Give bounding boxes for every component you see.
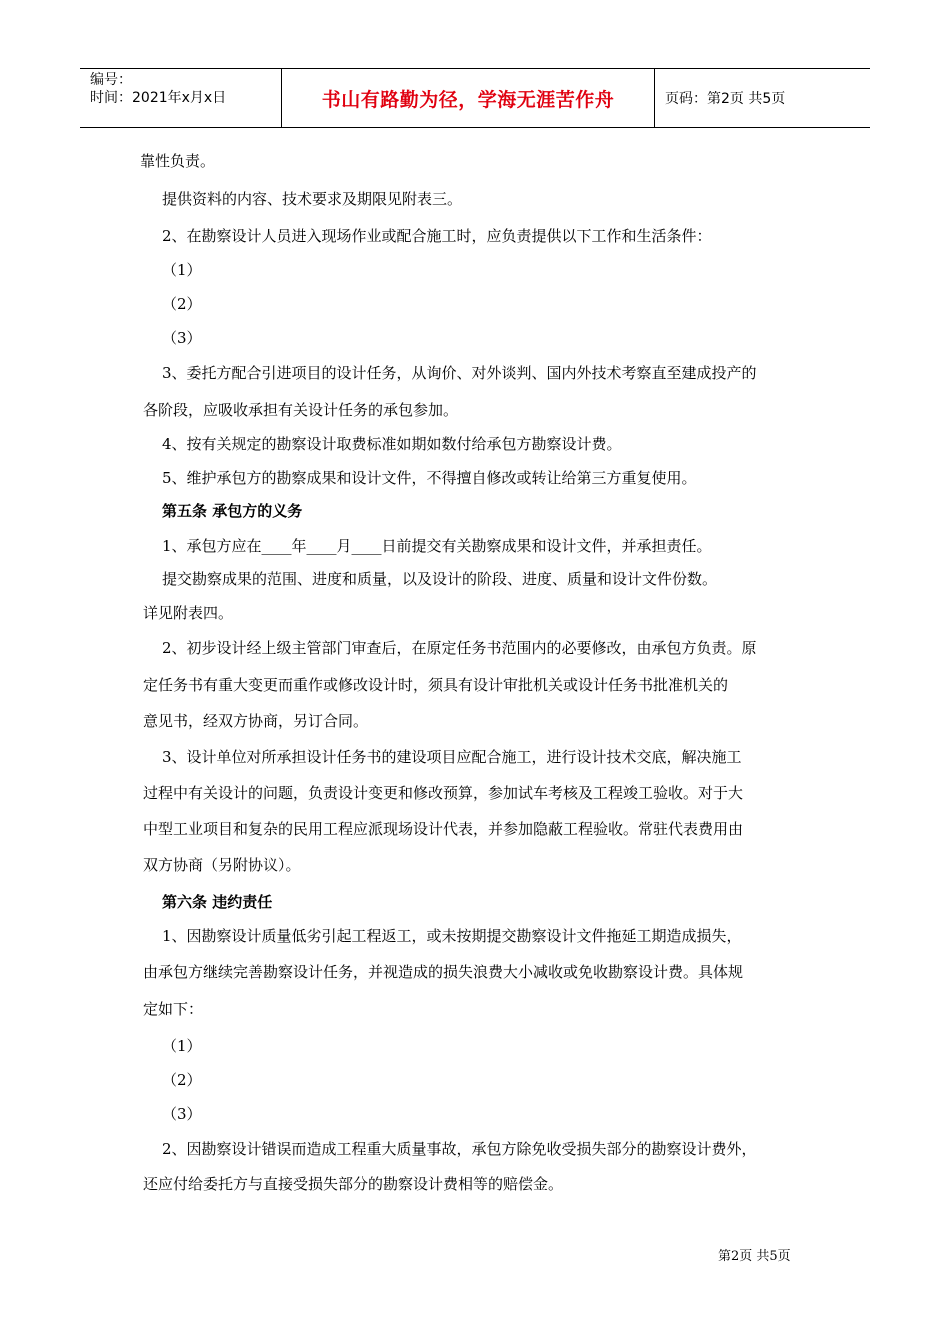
- paragraph-line: 意见书，经双方协商，另订合同。: [143, 712, 369, 730]
- section-heading: 第五条 承包方的义务: [162, 502, 303, 520]
- paragraph-line: 2、初步设计经上级主管部门审查后，在原定任务书范围内的必要修改，由承包方负责。原: [162, 639, 757, 657]
- paragraph-line: 5、维护承包方的勘察成果和设计文件，不得擅自修改或转让给第三方重复使用。: [162, 469, 697, 487]
- paragraph-line: 由承包方继续完善勘察设计任务，并视造成的损失浪费大小减收或免收勘察设计费。具体规: [143, 963, 744, 981]
- paragraph-line: 各阶段，应吸收承担有关设计任务的承包参加。: [143, 401, 459, 419]
- list-item: （2）: [162, 295, 202, 313]
- paragraph-line: 详见附表四。: [143, 604, 234, 622]
- paragraph-line: 靠性负责。: [140, 152, 216, 170]
- document-date: 时间：2021年x月x日: [90, 90, 227, 106]
- paragraph-line: 4、按有关规定的勘察设计取费标准如期如数付给承包方勘察设计费。: [162, 435, 622, 453]
- paragraph-line: 定如下：: [143, 1000, 204, 1018]
- paragraph-line: 提供资料的内容、技术要求及期限见附表三。: [162, 190, 463, 208]
- list-item: （3）: [162, 1105, 202, 1123]
- header-meta: [80, 69, 282, 127]
- paragraph-line: 3、设计单位对所承担设计任务书的建设项目应配合施工，进行设计技术交底，解决施工: [162, 748, 742, 766]
- paragraph-line: 还应付给委托方与直接受损失部分的勘察设计费相等的赔偿金。: [143, 1175, 564, 1193]
- paragraph-line: 2、在勘察设计人员进入现场作业或配合施工时，应负责提供以下工作和生活条件：: [162, 227, 712, 245]
- paragraph-line: 过程中有关设计的问题，负责设计变更和修改预算，参加试车考核及工程竣工验收。对于大: [143, 784, 744, 802]
- paragraph-line: 2、因勘察设计错误而造成工程重大质量事故，承包方除免收受损失部分的勘察设计费外，: [162, 1140, 757, 1158]
- paragraph-line: 双方协商（另附协议）。: [143, 856, 301, 874]
- list-item: （1）: [162, 1037, 202, 1055]
- section-heading: 第六条 违约责任: [162, 893, 273, 911]
- paragraph-line: 1、承包方应在____年____月____日前提交有关勘察成果和设计文件，并承担责任。: [162, 537, 712, 555]
- list-item: （3）: [162, 329, 202, 347]
- list-item: （1）: [162, 261, 202, 279]
- paragraph-line: 提交勘察成果的范围、进度和质量，以及设计的阶段、进度、质量和设计文件份数。: [162, 570, 718, 588]
- paragraph-line: 中型工业项目和复杂的民用工程应派现场设计代表，并参加隐蔽工程验收。常驻代表费用由: [143, 820, 744, 838]
- paragraph-line: 3、委托方配合引进项目的设计任务，从询价、对外谈判、国内外技术考察直至建成投产的: [162, 364, 757, 382]
- document-number-label: 编号：: [90, 72, 132, 88]
- page-footer: 第2页 共5页: [718, 1249, 791, 1264]
- paragraph-line: 定任务书有重大变更而重作或修改设计时，须具有设计审批机关或设计任务书批准机关的: [143, 676, 729, 694]
- paragraph-line: 1、因勘察设计质量低劣引起工程返工，或未按期提交勘察设计文件拖延工期造成损失，: [162, 927, 742, 945]
- list-item: （2）: [162, 1071, 202, 1089]
- header-page-number: 页码：第2页 共5页: [665, 91, 786, 107]
- page-header: [80, 68, 870, 128]
- header-motto: 书山有路勤为径，学海无涯苦作舟: [282, 69, 655, 127]
